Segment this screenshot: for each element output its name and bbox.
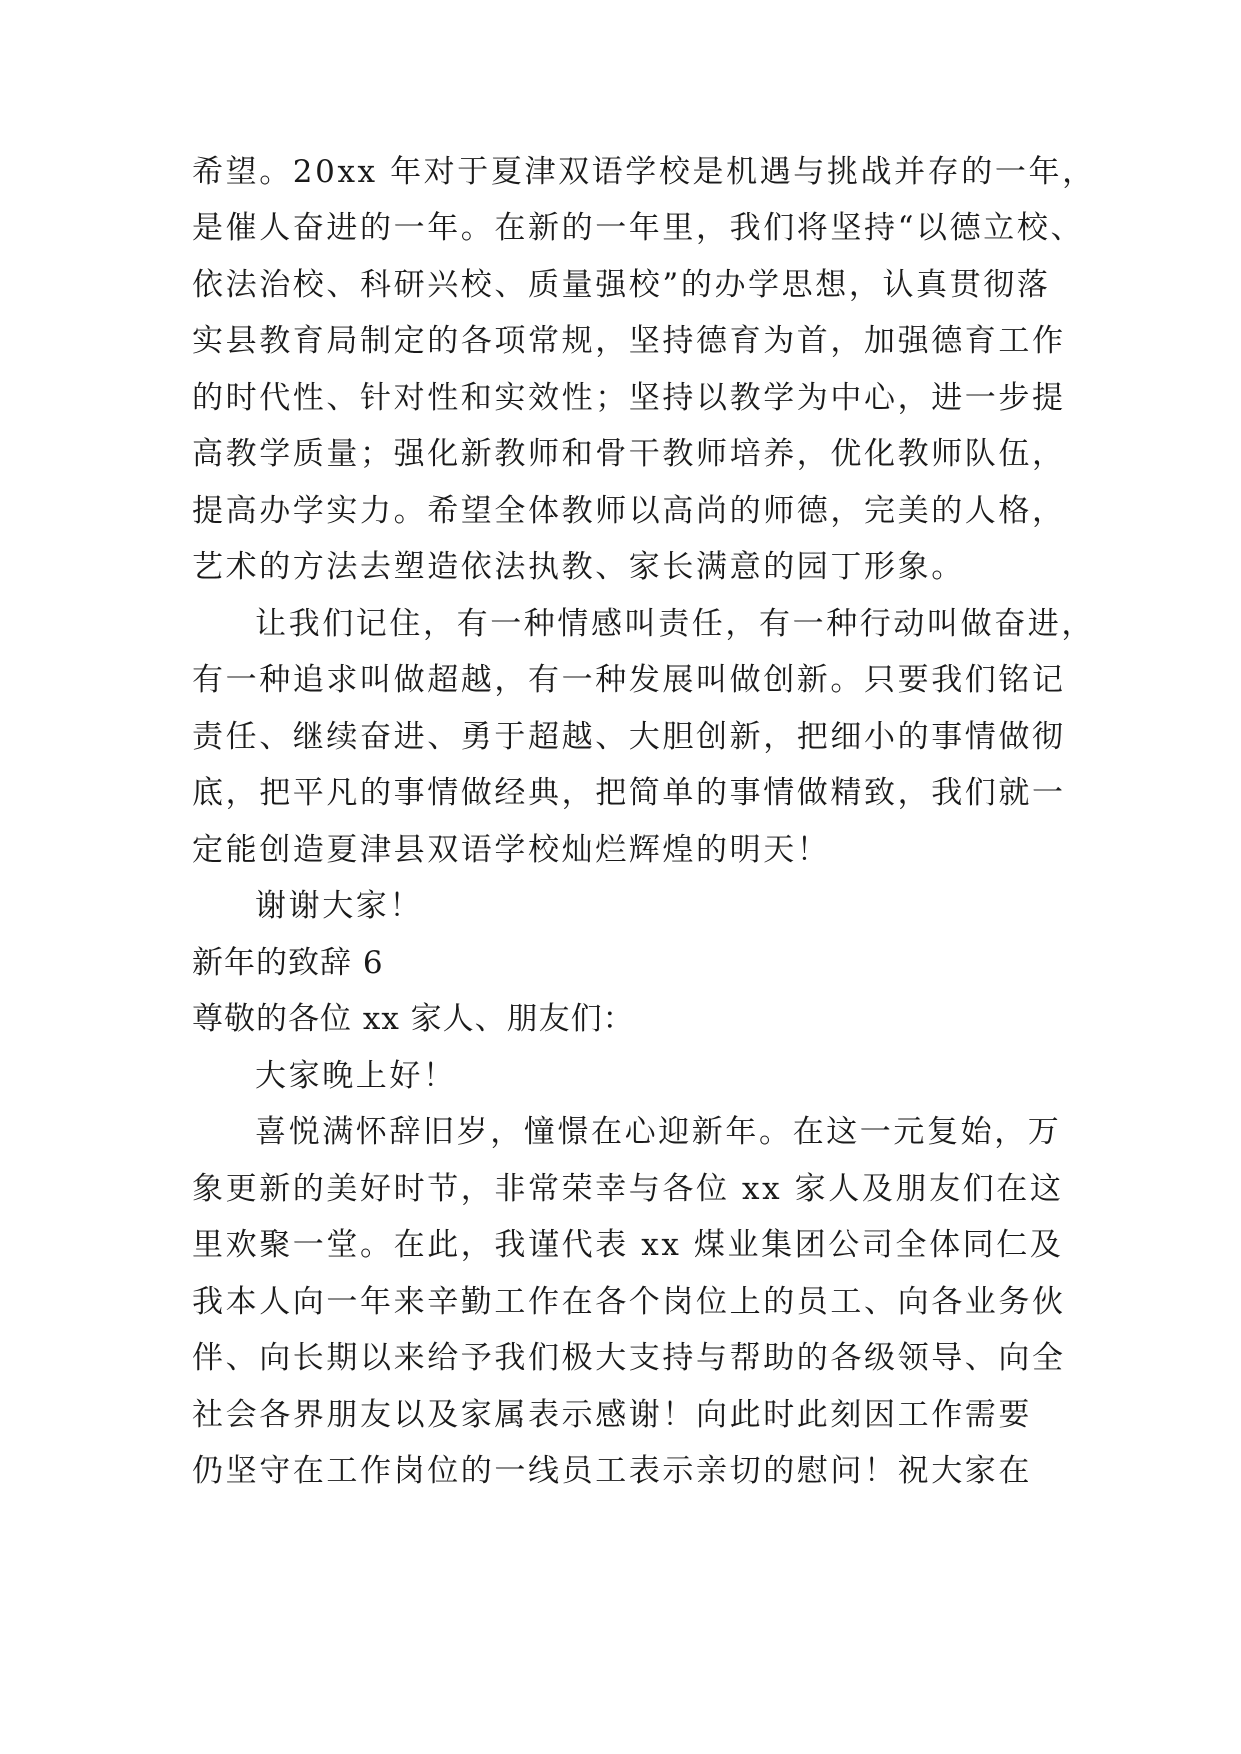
paragraph-line: 我本人向一年来辛勤工作在各个岗位上的员工、向各业务伙 xyxy=(192,1284,1066,1320)
paragraph-line: 喜悦满怀辞旧岁，憧憬在心迎新年。在这一元复始，万 xyxy=(255,1114,1062,1150)
paragraph-line: 提高办学实力。希望全体教师以高尚的师德，完美的人格， xyxy=(192,493,1066,529)
paragraph-line: 伴、向长期以来给予我们极大支持与帮助的各级领导、向全 xyxy=(192,1340,1066,1376)
paragraph-line: 高教学质量；强化新教师和骨干教师培养，优化教师队伍， xyxy=(192,436,1066,472)
paragraph-line: 象更新的美好时节，非常荣幸与各位 xx 家人及朋友们在这 xyxy=(192,1171,1064,1207)
paragraph-line: 希望。20xx 年对于夏津双语学校是机遇与挑战并存的一年， xyxy=(192,154,1096,190)
greeting-line: 大家晚上好！ xyxy=(255,1058,457,1094)
paragraph-line: 是催人奋进的一年。在新的一年里，我们将坚持“以德立校、 xyxy=(192,210,1085,246)
paragraph-line: 里欢聚一堂。在此，我谨代表 xx 煤业集团公司全体同仁及 xyxy=(192,1227,1064,1263)
salutation: 尊敬的各位 xx 家人、朋友们： xyxy=(192,1001,635,1037)
paragraph-line: 让我们记住，有一种情感叫责任，有一种行动叫做奋进， xyxy=(255,606,1095,642)
section-heading: 新年的致辞 6 xyxy=(192,945,384,981)
paragraph-line: 艺术的方法去塑造依法执教、家长满意的园丁形象。 xyxy=(192,549,965,585)
paragraph-line: 实县教育局制定的各项常规，坚持德育为首，加强德育工作 xyxy=(192,323,1066,359)
paragraph-line: 有一种追求叫做超越，有一种发展叫做创新。只要我们铭记 xyxy=(192,662,1066,698)
paragraph-line: 的时代性、针对性和实效性；坚持以教学为中心，进一步提 xyxy=(192,380,1066,416)
paragraph-line: 底，把平凡的事情做经典，把简单的事情做精致，我们就一 xyxy=(192,775,1066,811)
paragraph-line: 定能创造夏津县双语学校灿烂辉煌的明天！ xyxy=(192,832,831,868)
paragraph-line: 仍坚守在工作岗位的一线员工表示亲切的慰问！祝大家在 xyxy=(192,1453,1032,1489)
paragraph-line: 依法治校、科研兴校、质量强校”的办学思想，认真贯彻落 xyxy=(192,267,1051,303)
paragraph-line: 责任、继续奋进、勇于超越、大胆创新，把细小的事情做彻 xyxy=(192,719,1066,755)
closing-line: 谢谢大家！ xyxy=(255,888,423,924)
paragraph-line: 社会各界朋友以及家属表示感谢！向此时此刻因工作需要 xyxy=(192,1397,1032,1433)
